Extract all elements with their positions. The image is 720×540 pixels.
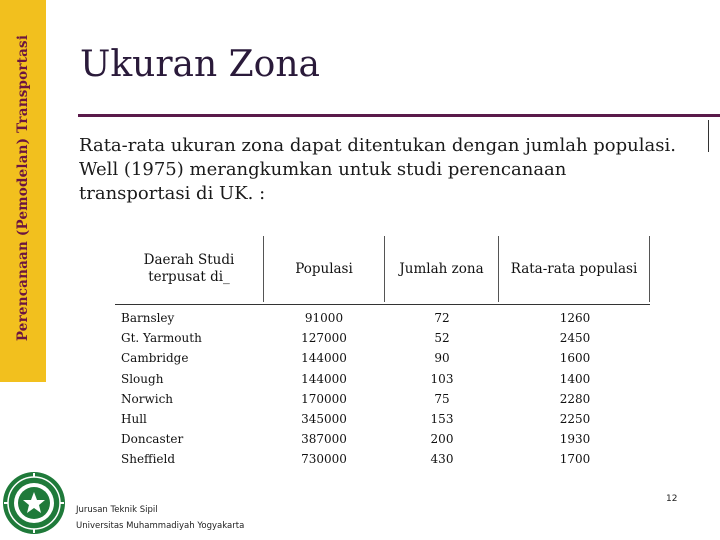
table-cell-population: 387000 xyxy=(301,432,347,447)
table-cell-study-area: Hull xyxy=(121,411,147,426)
table-cell-study-area: Norwich xyxy=(121,391,174,406)
table-cell-population: 170000 xyxy=(301,391,347,406)
table-cell-zone-count: 153 xyxy=(430,411,454,426)
header-study-area-line-2: terpusat di_ xyxy=(148,269,230,285)
table-cell-population: 91000 xyxy=(304,311,344,325)
footer-institution xyxy=(76,502,244,534)
paragraph-line-2: Well (1975) merangkumkan untuk studi perencanaan xyxy=(79,159,567,180)
table-cell-zone-count: 200 xyxy=(430,432,454,447)
table-cell-zone-count: 75 xyxy=(434,391,450,406)
title-divider xyxy=(78,114,720,117)
table-cell-population: 144000 xyxy=(301,371,347,386)
header-divider xyxy=(263,236,264,302)
table-cell-study-area: Barnsley xyxy=(121,311,175,325)
header-population: Populasi xyxy=(295,260,353,277)
page-number: 12 xyxy=(666,494,678,504)
table-cell-study-area: Sheffield xyxy=(121,452,176,467)
paragraph-line-3: transportasi di UK. : xyxy=(79,183,266,204)
table-cell-zone-count: 103 xyxy=(430,371,454,386)
header-rule xyxy=(115,304,650,305)
table-cell-average-population: 2280 xyxy=(559,391,591,406)
table-cell-population: 345000 xyxy=(301,411,347,426)
column-study-area xyxy=(121,308,261,470)
table-cell-population: 730000 xyxy=(301,452,347,467)
table-cell-study-area: Gt. Yarmouth xyxy=(121,331,202,346)
table-cell-study-area: Cambridge xyxy=(121,351,189,366)
header-divider xyxy=(384,236,385,302)
table-cell-population: 127000 xyxy=(301,331,347,346)
sidebar-band xyxy=(0,0,46,382)
header-study-area xyxy=(115,234,263,304)
table-cell-study-area: Slough xyxy=(121,371,164,386)
table-cell-average-population: 1400 xyxy=(559,371,591,386)
university-logo-icon xyxy=(2,470,66,536)
table-cell-population: 144000 xyxy=(301,351,347,366)
side-bracket xyxy=(708,120,719,152)
header-average-population: Rata-rata populasi xyxy=(510,260,638,277)
header-study-area-line-1: Daerah Studi xyxy=(143,252,235,268)
table-cell-average-population: 1700 xyxy=(559,452,591,467)
table-cell-zone-count: 52 xyxy=(434,331,450,346)
table-cell-zone-count: 90 xyxy=(434,351,450,366)
column-zone-count xyxy=(420,308,464,470)
slide-paragraph xyxy=(79,134,699,206)
table-cell-average-population: 2450 xyxy=(559,331,591,346)
footer-department: Jurusan Teknik Sipil xyxy=(76,505,158,515)
header-zone-count: Jumlah zona xyxy=(399,260,484,277)
table-cell-zone-count: 72 xyxy=(434,311,450,325)
paragraph-line-1: Rata-rata ukuran zona dapat ditentukan dengan jumlah populasi. xyxy=(79,135,676,156)
slide-title: Ukuran Zona xyxy=(80,44,320,85)
table-cell-study-area: Doncaster xyxy=(121,432,184,447)
table-cell-average-population: 2250 xyxy=(559,411,591,426)
table-cell-zone-count: 430 xyxy=(430,452,454,467)
sidebar-course-title: Perencanaan (Pemodelan) Transportasi xyxy=(15,34,31,342)
column-average-population xyxy=(545,308,605,470)
header-divider xyxy=(498,236,499,302)
table-cell-average-population: 1600 xyxy=(559,351,591,366)
column-population xyxy=(294,308,354,470)
header-divider xyxy=(649,236,650,302)
table-cell-average-population: 1930 xyxy=(559,432,591,447)
table-cell-average-population: 1260 xyxy=(559,311,591,325)
footer-university: Universitas Muhammadiyah Yogyakarta xyxy=(76,521,245,531)
